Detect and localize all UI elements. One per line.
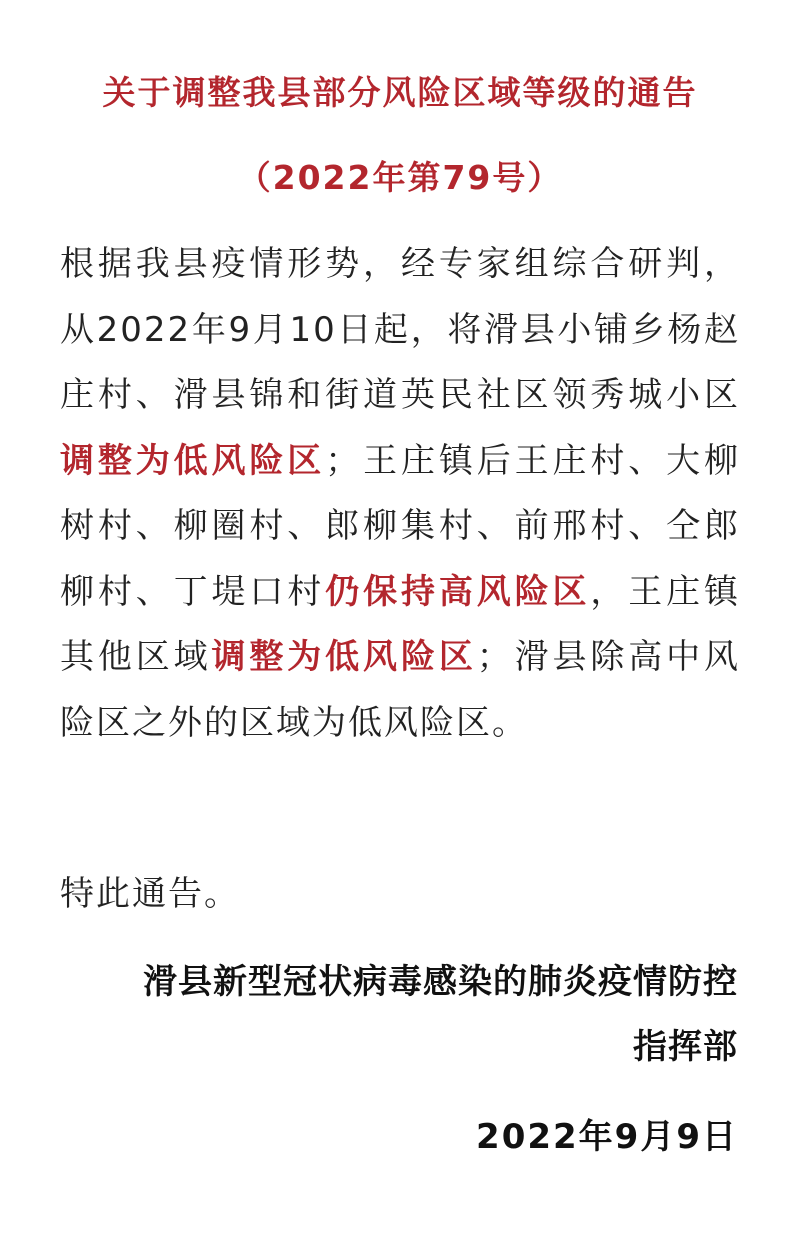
signature-line-1: 滑县新型冠状病毒感染的肺炎疫情防控 (143, 962, 738, 1002)
highlight-adjust-low-risk-1: 调整为低风险区 (60, 440, 326, 481)
highlight-adjust-low-risk-2: 调整为低风险区 (211, 637, 477, 677)
notice-body (60, 232, 740, 756)
body-text-segment-1: 根据我县疫情形势，经专家组综合研判，从2022年9月10日起，将滑县小铺乡杨赵庄村、滑县锦和街道英民社区领秀城小区 (60, 244, 740, 415)
signature-line-2: 指挥部 (633, 1027, 738, 1067)
notice-title: 关于调整我县部分风险区域等级的通告 (102, 73, 698, 112)
body-text-segment-3: ，王庄镇其他区域 (60, 571, 741, 677)
notice-number: （2022年第79号） (237, 158, 563, 197)
closing-text: 特此通告。 (60, 874, 240, 914)
notice-date: 2022年9月9日 (476, 1117, 738, 1157)
body-text-segment-2: ；王庄镇后王庄村、大柳树村、柳圈村、郎柳集村、前邢村、仝郎柳村、丁堤口村 (60, 440, 741, 612)
highlight-keep-high-risk: 仍保持高风险区 (325, 571, 591, 612)
body-text-segment-4: ；滑县除高中风险区之外的区域为低风险区。 (60, 637, 741, 743)
